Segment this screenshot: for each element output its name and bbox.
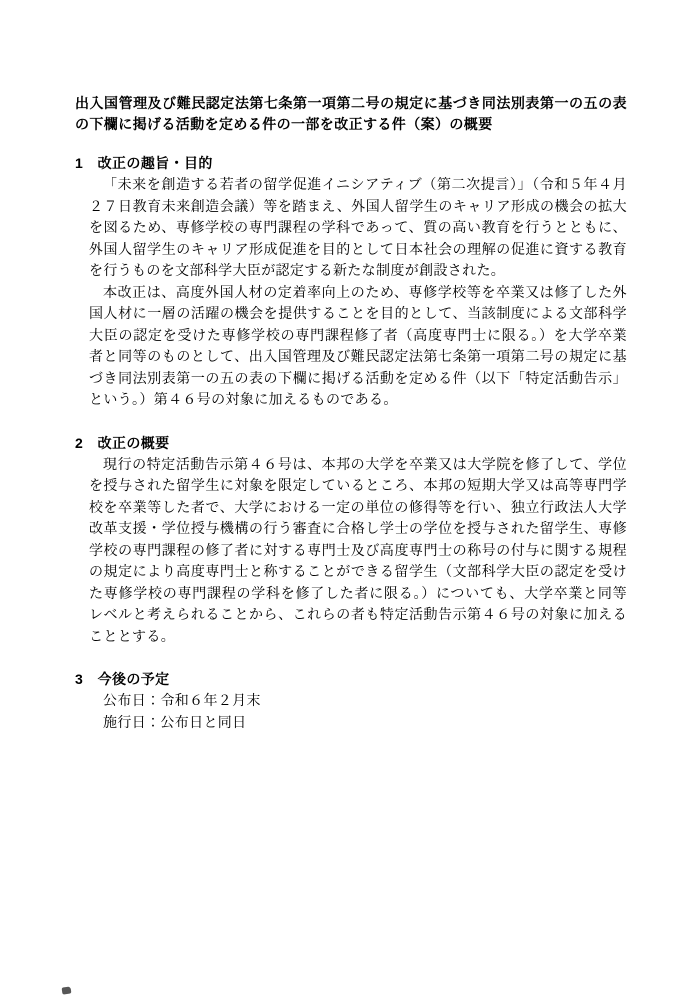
section-overview-body	[89, 455, 627, 649]
section-overview	[75, 433, 627, 649]
section-schedule-body	[103, 691, 627, 734]
paragraph: 現行の特定活動告示第４６号は、本邦の大学を卒業又は大学院を修了して、学位を授与された留学生に対象を限定しているところ、本邦の短期大学又は高等専門学校を卒業等した者で、大学における一定の単位の修得等を行い、独立行政法人大学改革支援・学位授与機構の行う審査に合格し学士の学位を授与された留学生、専修学校の専門課程の修了者に対する専門士及び高度専門士の称号の付与に関する規程の規定により高度専門士と称することができる留学生（文部科学大臣の認定を受けた専修学校の専門課程の学科を修了した者に限る。）についても、大学卒業と同等レベルと考えられることから、これらの者も特定活動告示第４６号の対象に加えることとする。	[89, 457, 627, 645]
scan-artifact	[62, 986, 72, 994]
section-purpose-body	[89, 175, 627, 412]
section-schedule-heading: 3 今後の予定	[75, 671, 170, 687]
section-purpose-heading: 1 改正の趣旨・目的	[75, 155, 213, 171]
paragraph: 「未来を創造する若者の留学促進イニシアティブ（第二次提言）」（令和５年４月２７日教育未来創造会議）等を踏まえ、外国人留学生のキャリア形成の機会の拡大を図るため、専修学校の専門課程の学科であって、質の高い教育を行うとともに、外国人留学生のキャリア形成促進を目的として日本社会の理解の促進に資する教育を行うものを文部科学大臣が認定する新たな制度が創設された。	[89, 178, 627, 279]
section-overview-heading: 2 改正の概要	[75, 434, 170, 451]
schedule-line-promulgation: 公布日：令和６年２月末	[103, 694, 261, 709]
section-schedule	[75, 669, 627, 734]
document-content	[75, 93, 627, 755]
paragraph: 本改正は、高度外国人材の定着率向上のため、専修学校等を卒業又は修了した外国人材に一層の活躍の機会を提供することを目的として、当該制度による文部科学大臣の認定を受けた専修学校の専門課程修了者（高度専門士に限る。）を大学卒業者と同等のものとして、出入国管理及び難民認定法第七条第一項第二号の規定に基づき同法別表第一の五の表の下欄に掲げる活動を定める件（以下「特定活動告示」という。）第４６号の対象に加えるものである。	[89, 285, 627, 408]
schedule-line-enforcement: 施行日：公布日と同日	[103, 715, 247, 731]
section-purpose	[75, 153, 627, 412]
document-title: 出入国管理及び難民認定法第七条第一項第二号の規定に基づき同法別表第一の五の表の下欄に掲げる活動を定める件の一部を改正する件（案）の概要	[75, 95, 627, 132]
